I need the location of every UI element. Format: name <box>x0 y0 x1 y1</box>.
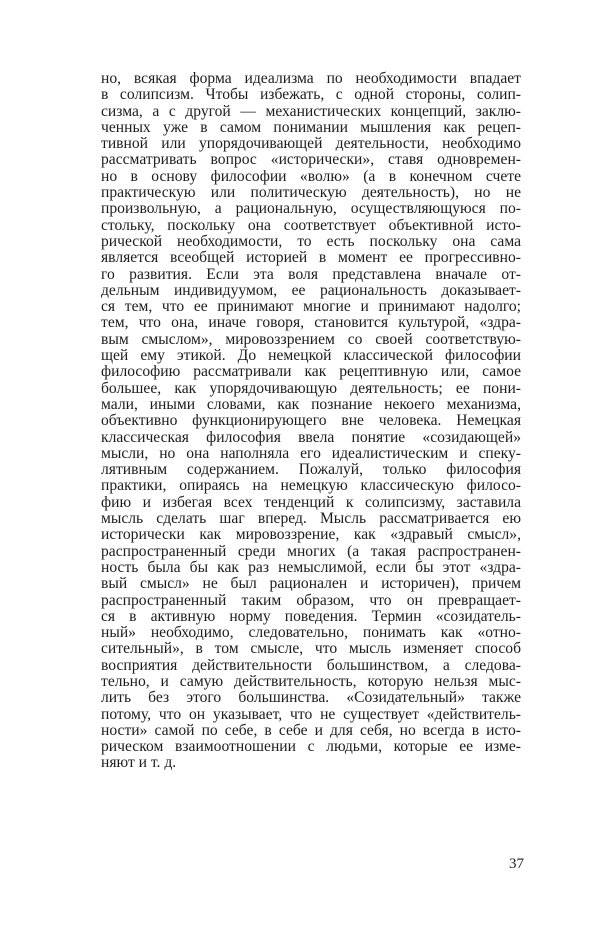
text-line: сительный», в том смысле, что мысль изменяет способ <box>101 640 521 658</box>
text-line: мысли, но она наполняла его идеалистическим и спеку- <box>101 444 521 462</box>
text-line: восприятия действительности большинством, а следова- <box>101 656 521 674</box>
text-line: тем, что она, иначе говоря, становится культурой, «здра- <box>101 314 521 332</box>
text-line: произвольную, а рациональную, осуществляющуюся по- <box>101 200 521 218</box>
text-line: классическая философия ввела понятие «созидающей» <box>101 428 521 446</box>
text-line: практики, опираясь на немецкую классическую филосо- <box>101 477 521 495</box>
text-line: ности» самой по себе, в себе и для себя, но всегда в исто- <box>101 721 521 739</box>
text-line: ный» необходимо, следовательно, понимать как «отно- <box>101 624 521 642</box>
text-line: рассматривать вопрос «исторически», ставя одновремен- <box>101 151 521 169</box>
text-line: фию и избегая всех тенденций к солипсизму, заставила <box>101 493 521 511</box>
text-line: ченных уже в самом понимании мышления как рецеп- <box>101 118 521 136</box>
text-line: философию рассматривали как рецептивную или, самое <box>101 363 521 381</box>
text-line: рической необходимости, то есть поскольку она сама <box>101 232 521 250</box>
text-line: сизма, а с другой — механистических концепций, заклю- <box>101 102 521 120</box>
text-line: но в основу философии «волю» (а в конечном счете <box>101 167 521 185</box>
text-line: мысль сделать шаг вперед. Мысль рассматривается ею <box>101 510 521 528</box>
text-line: вый смысл» не был рационален и историчен), причем <box>101 575 521 593</box>
text-line: рическом взаимоотношении с людьми, которые ее изме- <box>101 738 521 756</box>
text-line: распространенный среди многих (а такая распространен- <box>101 542 521 560</box>
text-line-last: няют и т. д. <box>101 754 177 772</box>
text-line: потому, что он указывает, что не существует «действитель- <box>101 705 521 723</box>
text-line: тельно, и самую действительность, которую нельзя мыс- <box>101 672 521 690</box>
text-line: тивной или упорядочивающей деятельности, необходимо <box>101 135 521 153</box>
page-number: 37 <box>509 856 524 872</box>
text-line: го развития. Если эта воля представлена вначале от- <box>101 265 521 283</box>
text-line: распространенный таким образом, что он превращает- <box>101 591 521 609</box>
text-line: практическую или политическую деятельность), но не <box>101 184 521 202</box>
text-line: ся в активную норму поведения. Термин «созидатель- <box>101 607 521 625</box>
text-line: лятивным содержанием. Пожалуй, только философия <box>101 461 521 479</box>
text-line: лить без этого большинства. «Созидательный» также <box>101 689 521 707</box>
text-line: исторически как мировоззрение, как «здравый смысл», <box>101 526 521 544</box>
text-line: в солипсизм. Чтобы избежать, с одной стороны, солип- <box>101 86 521 104</box>
text-line: большее, как упорядочивающую деятельность; ее пони- <box>101 379 521 397</box>
text-line: дельным индивидуумом, ее рациональность доказывает- <box>101 281 521 299</box>
text-line: стольку, поскольку она соответствует объективной исто- <box>101 216 521 234</box>
text-line: но, всякая форма идеализма по необходимости впадает <box>101 70 521 87</box>
text-line: щей ему этикой. До немецкой классической философии <box>101 347 521 365</box>
text-line: вым смыслом», мировоззрением со своей соответствую- <box>101 330 521 348</box>
text-line: ность была бы как раз немыслимой, если бы этот «здра- <box>101 558 521 576</box>
body-text <box>101 71 521 772</box>
text-line: объективно функционирующего вне человека. Немецкая <box>101 412 521 430</box>
text-line: ся тем, что ее принимают многие и принимают надолго; <box>101 298 521 316</box>
text-line: мали, иными словами, как познание некоего механизма, <box>101 395 521 413</box>
text-line: является всеобщей историей в момент ее прогрессивно- <box>101 249 521 267</box>
